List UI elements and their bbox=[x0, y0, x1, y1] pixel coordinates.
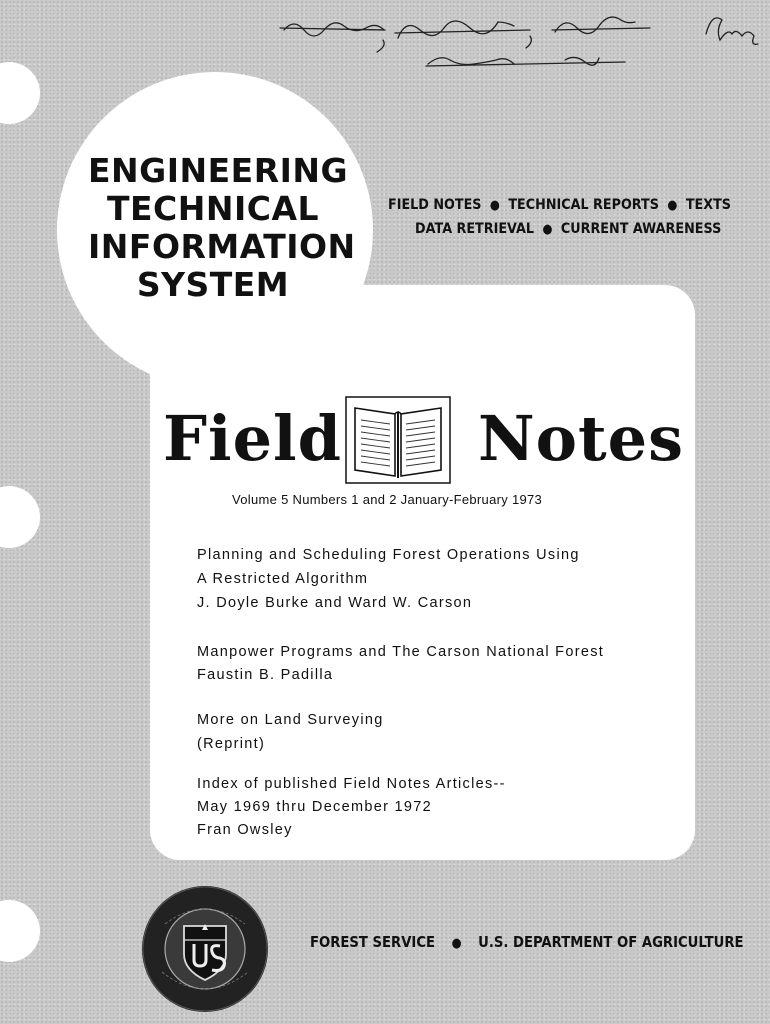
system-title-line-3: INFORMATION bbox=[88, 227, 356, 266]
volume-issue-line: Volume 5 Numbers 1 and 2 January-February 1973 bbox=[232, 492, 543, 507]
footer-agency-line bbox=[310, 933, 744, 951]
tagline-texts: TEXTS bbox=[685, 197, 731, 213]
footer-forest-service: FOREST SERVICE bbox=[310, 933, 436, 951]
system-title-line-4: SYSTEM bbox=[136, 265, 290, 304]
bullet-icon: ● bbox=[538, 222, 557, 237]
bullet-icon: ● bbox=[485, 198, 504, 213]
article-3-line-2: (Reprint) bbox=[197, 736, 266, 752]
masthead-left-word: Field bbox=[163, 402, 342, 475]
masthead-right-word: Notes bbox=[478, 402, 685, 475]
article-2-line-2: Faustin B. Padilla bbox=[197, 667, 334, 683]
article-4-line-3: Fran Owsley bbox=[197, 822, 293, 838]
footer-usda: U.S. DEPARTMENT OF AGRICULTURE bbox=[478, 933, 744, 951]
bullet-icon: ● bbox=[439, 936, 474, 951]
tagline-row-1 bbox=[388, 197, 731, 213]
punch-hole-middle bbox=[0, 486, 40, 548]
forest-service-seal-icon bbox=[140, 884, 270, 1014]
article-2-line-1: Manpower Programs and The Carson National Forest bbox=[197, 644, 605, 660]
article-1-line-1: Planning and Scheduling Forest Operations Using bbox=[197, 547, 580, 563]
open-book-icon bbox=[345, 396, 451, 484]
tagline-data-retrieval: DATA RETRIEVAL bbox=[415, 221, 535, 237]
system-title-line-2: TECHNICAL bbox=[106, 189, 320, 228]
article-1-line-2: A Restricted Algorithm bbox=[197, 571, 369, 587]
tagline-current-awareness: CURRENT AWARENESS bbox=[560, 221, 722, 237]
system-title-line-1: ENGINEERING bbox=[88, 151, 349, 190]
tagline-field-notes: FIELD NOTES bbox=[388, 197, 482, 213]
handwritten-routing-notes bbox=[0, 0, 770, 80]
tagline-technical-reports: TECHNICAL REPORTS bbox=[508, 197, 659, 213]
tagline-row-2 bbox=[415, 221, 721, 237]
article-1-line-3: J. Doyle Burke and Ward W. Carson bbox=[197, 595, 473, 611]
article-4-line-1: Index of published Field Notes Articles-- bbox=[197, 776, 506, 792]
system-title bbox=[88, 151, 356, 304]
bullet-icon: ● bbox=[663, 198, 682, 213]
article-4-line-2: May 1969 thru December 1972 bbox=[197, 799, 432, 815]
punch-hole-bottom bbox=[0, 900, 40, 962]
article-3-line-1: More on Land Surveying bbox=[197, 712, 384, 728]
